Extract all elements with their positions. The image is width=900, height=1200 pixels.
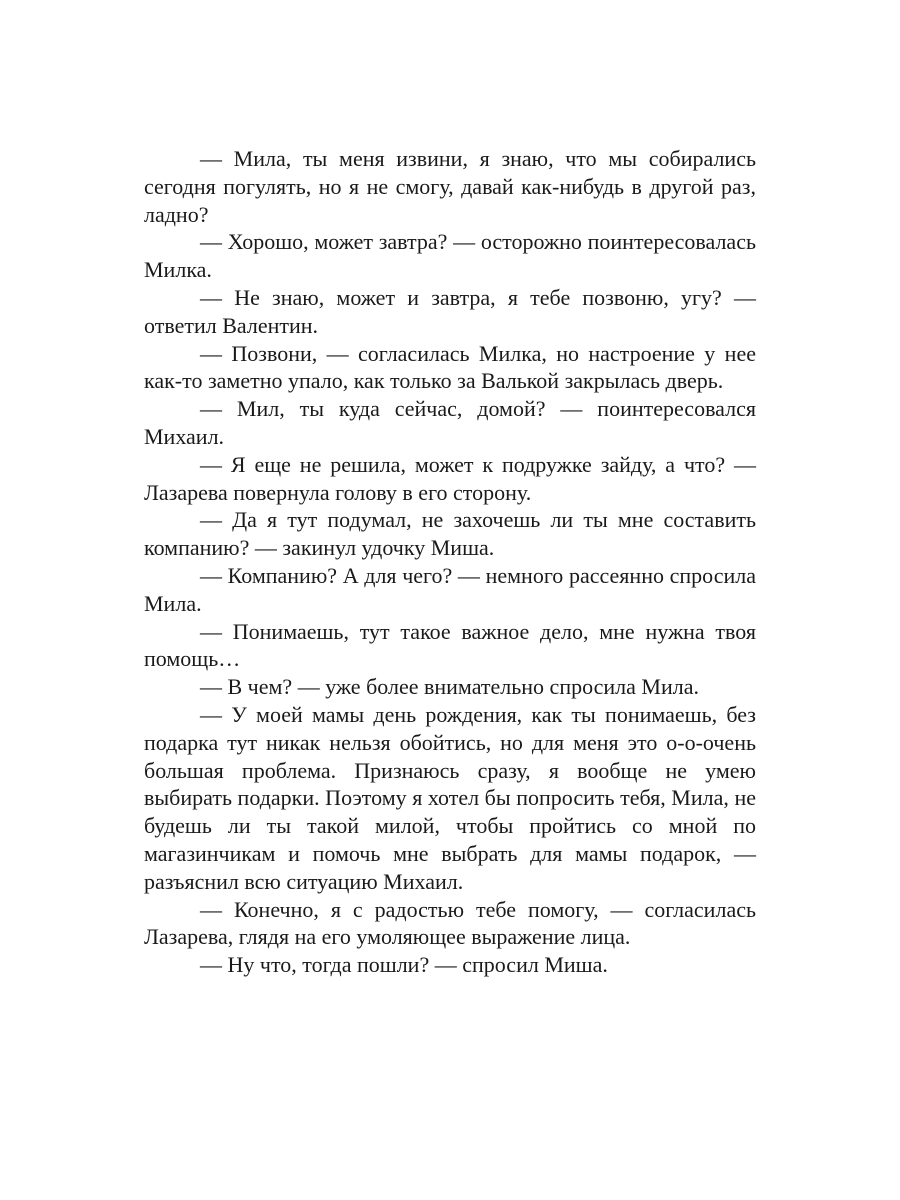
- book-page: [144, 145, 756, 979]
- paragraph: — Позвони, — согласилась Милка, но настроение у нее как-то заметно упало, как только за Валькой закрылась дверь.: [144, 340, 756, 394]
- paragraph: — Не знаю, может и завтра, я тебе позвоню, угу? — ответил Валентин.: [144, 284, 756, 338]
- paragraph: — Да я тут подумал, не захочешь ли ты мне составить компанию? — закинул удочку Миша.: [144, 507, 756, 561]
- paragraph: — Конечно, я с радостью тебе помогу, — согласилась Лазарева, глядя на его умоляющее выражение лица.: [144, 896, 756, 950]
- paragraph: — Компанию? А для чего? — немного рассеянно спросила Мила.: [144, 562, 756, 616]
- paragraph: — Мил, ты куда сейчас, домой? — поинтересовался Михаил.: [144, 396, 756, 449]
- paragraph: — Хорошо, может завтра? — осторожно поинтересовалась Милка.: [144, 229, 756, 283]
- paragraph: — Понимаешь, тут такое важное дело, мне нужна твоя помощь…: [144, 618, 756, 672]
- paragraph: — У моей мамы день рождения, как ты понимаешь, без подарка тут никак нельзя обойтись, но для меня это о-о-очень большая проблема. Признаюсь сразу, я вообще не умею выбирать подарки. Поэтому я хотел бы попросить тебя, Мила, не будешь ли ты такой милой, чтобы пройтись со мной по магазинчикам и помочь мне выбрать для мамы подарок, — разъяснил всю ситуацию Михаил.: [144, 701, 756, 894]
- paragraph: — Я еще не решила, может к подружке зайду, а что? — Лазарева повернула голову в его сторону.: [144, 451, 756, 505]
- paragraph: — Мила, ты меня извини, я знаю, что мы собирались сегодня погулять, но я не смогу, давай как-нибудь в другой раз, ладно?: [144, 146, 756, 227]
- paragraph: — В чем? — уже более внимательно спросила Мила.: [200, 674, 699, 700]
- paragraph: — Ну что, тогда пошли? — спросил Миша.: [200, 952, 608, 978]
